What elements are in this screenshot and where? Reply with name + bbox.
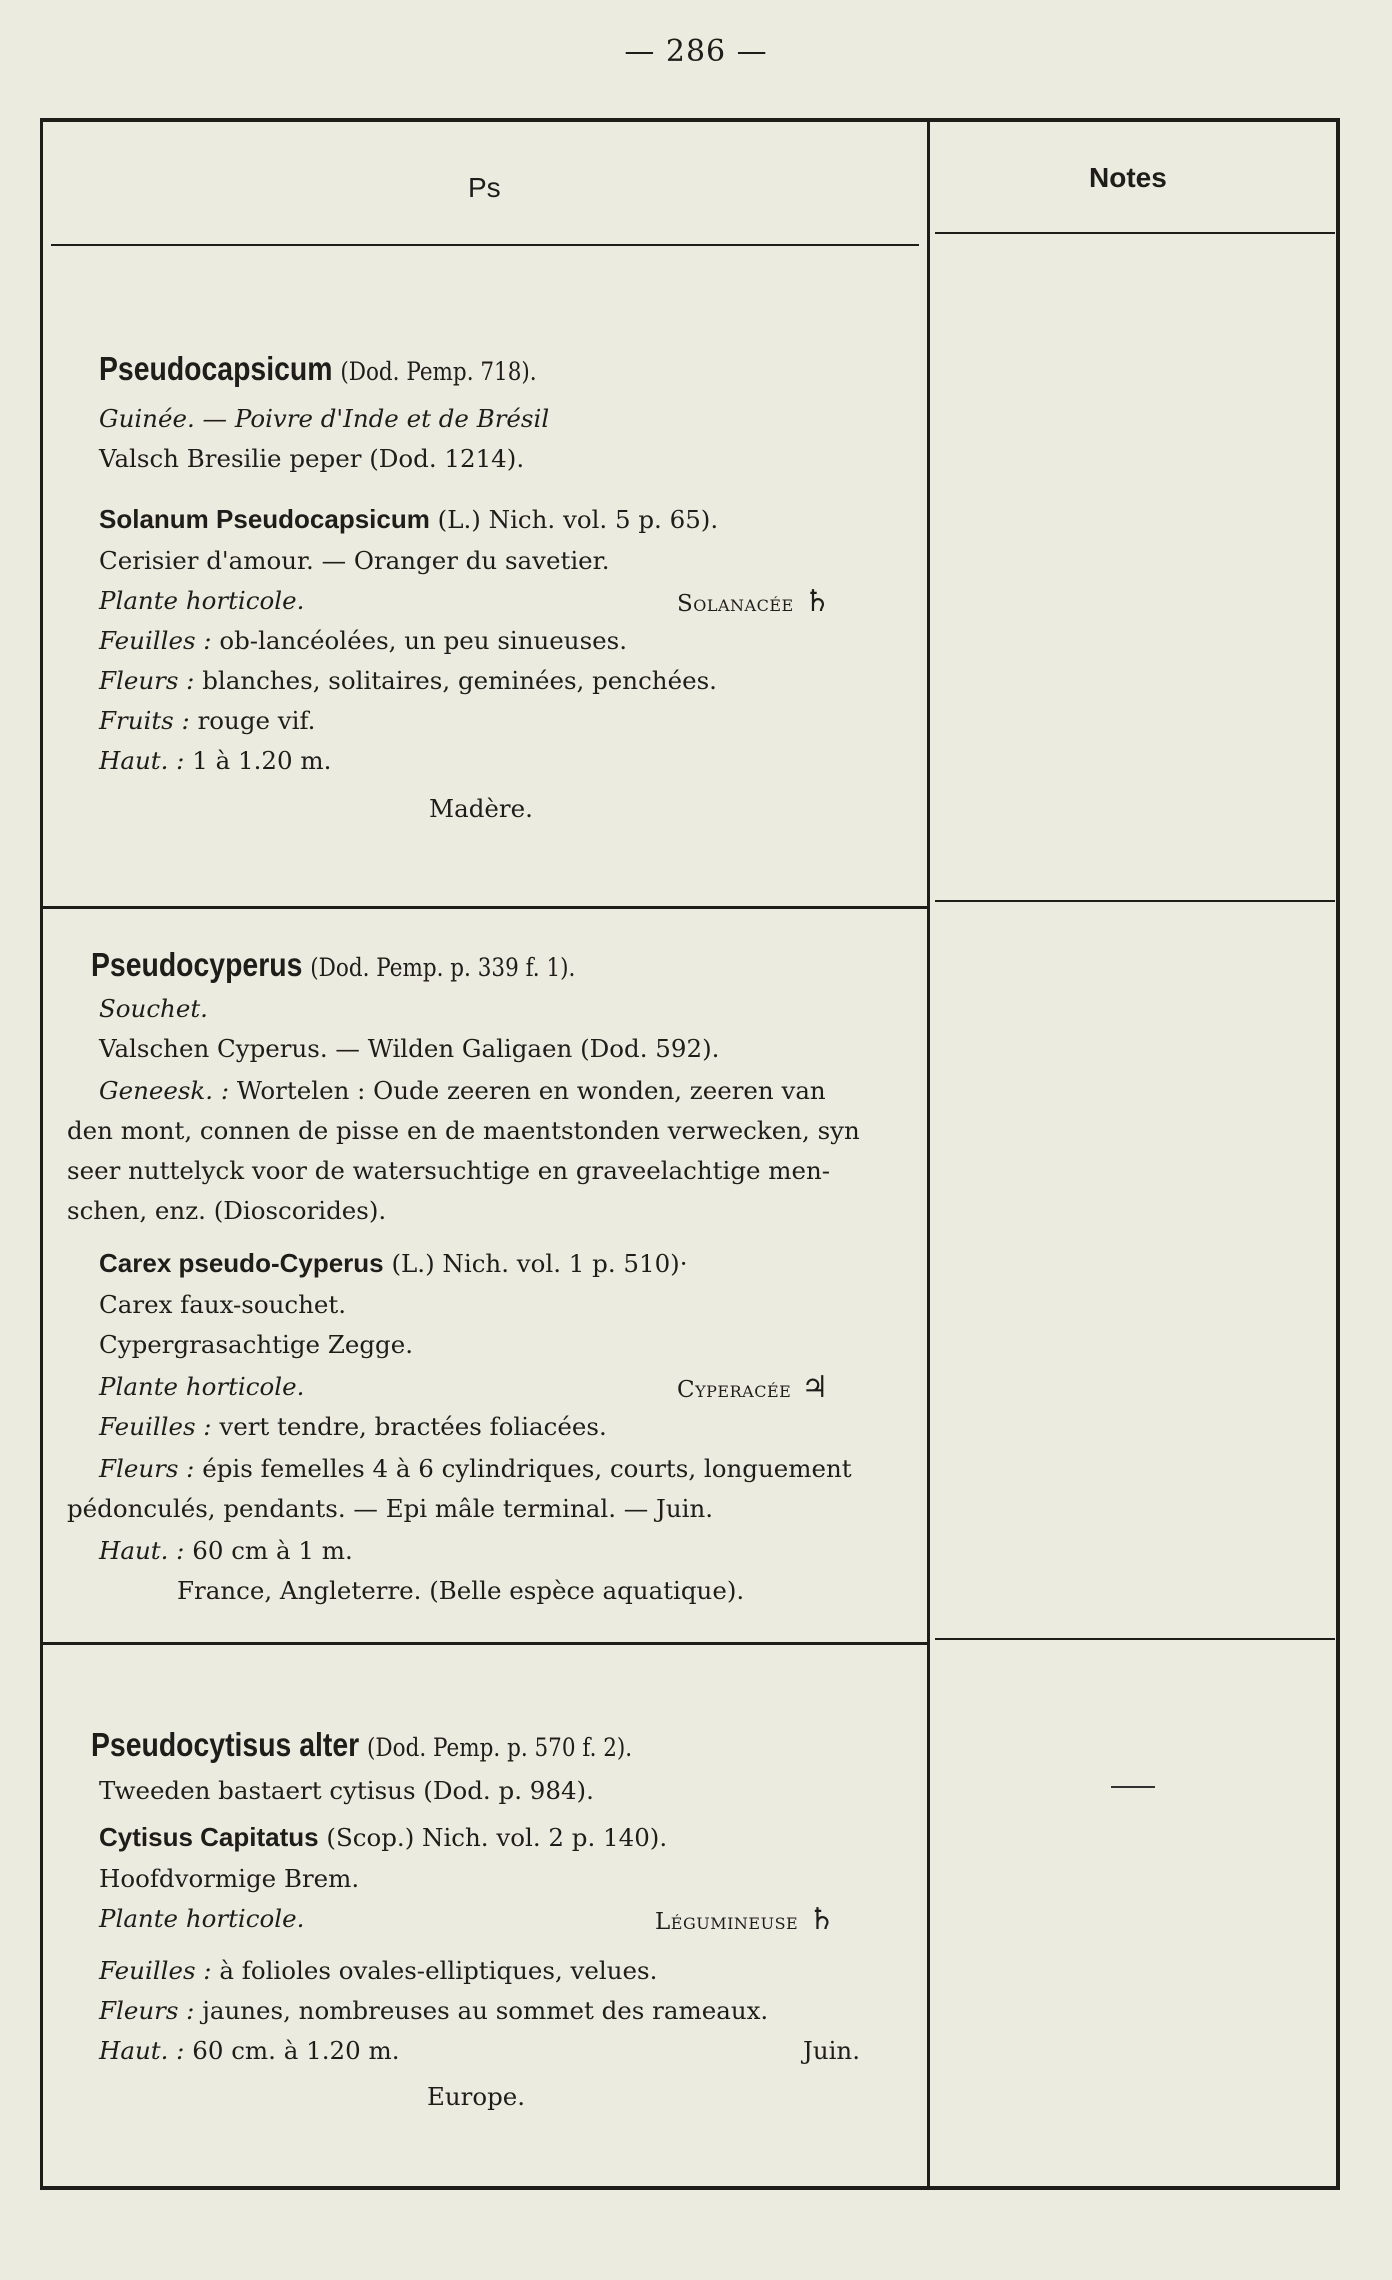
entry-separator xyxy=(43,1642,927,1645)
entry-line: Carex faux-souchet. xyxy=(99,1290,347,1319)
geneesk-line: den mont, connen de pisse en de maentstonden verwecken, syn xyxy=(67,1116,860,1145)
entry-line: Souchet. xyxy=(99,994,208,1023)
geneesk-line: schen, enz. (Dioscorides). xyxy=(67,1196,387,1225)
origin-line: Madère. xyxy=(429,794,533,823)
haut-line: Haut. : 60 cm. à 1.20 m. xyxy=(99,2036,400,2065)
feuilles-line: Feuilles : vert tendre, bractées foliacées. xyxy=(99,1412,607,1441)
synonym-line: Carex pseudo-Cyperus (L.) Nich. vol. 1 p. 510)· xyxy=(99,1248,688,1278)
entry-line: Valsch Bresilie peper (Dod. 1214). xyxy=(99,444,525,473)
origin-line: France, Angleterre. (Belle espèce aquatique). xyxy=(177,1576,745,1605)
origin-line: Europe. xyxy=(427,2082,526,2111)
column-header-ps: Ps xyxy=(468,172,501,203)
family-label: Solanacée ♄ xyxy=(677,584,831,619)
entry-line: Valschen Cyperus. — Wilden Galigaen (Dod. 592). xyxy=(99,1034,720,1063)
fleurs-line: Fleurs : épis femelles 4 à 6 cylindriques, courts, longuement xyxy=(99,1454,852,1483)
header-rule-right xyxy=(935,232,1335,234)
entry-line: Guinée. — Poivre d'Inde et de Brésil xyxy=(99,404,550,433)
haut-line: Haut. : 1 à 1.20 m. xyxy=(99,746,332,775)
entry-line: Cerisier d'amour. — Oranger du savetier. xyxy=(99,546,610,575)
column-header-notes: Notes xyxy=(1089,162,1167,193)
synonym-line: Cytisus Capitatus (Scop.) Nich. vol. 2 p. 140). xyxy=(99,1822,668,1852)
entry-separator xyxy=(43,906,927,909)
page-number: — 286 — xyxy=(624,34,768,69)
feuilles-line: Feuilles : ob-lancéolées, un peu sinueuses. xyxy=(99,626,628,655)
fleurs-line: Fleurs : jaunes, nombreuses au sommet des rameaux. xyxy=(99,1996,769,2025)
feuilles-line: Feuilles : à folioles ovales-elliptiques, velues. xyxy=(99,1956,658,1985)
entry-line: Tweeden bastaert cytisus (Dod. p. 984). xyxy=(99,1776,594,1805)
family-label: Cyperacée ♃ xyxy=(677,1370,829,1405)
table-frame xyxy=(40,118,1340,2190)
notes-separator xyxy=(935,1638,1335,1640)
header-rule-left xyxy=(51,244,919,246)
notes-dash-mark xyxy=(1111,1786,1155,1788)
column-divider xyxy=(927,122,930,2186)
notes-separator xyxy=(935,900,1335,902)
entry-line: Hoofdvormige Brem. xyxy=(99,1864,360,1893)
geneesk-line: Geneesk. : Wortelen : Oude zeeren en wonden, zeeren van xyxy=(99,1076,826,1105)
geneesk-line: seer nuttelyck voor de watersuchtige en graveelachtige men- xyxy=(67,1156,831,1185)
fleurs-line: Fleurs : blanches, solitaires, geminées, penchées. xyxy=(99,666,717,695)
entry-heading: Pseudocapsicum (Dod. Pemp. 718). xyxy=(99,350,537,387)
entry-heading: Pseudocyperus (Dod. Pemp. p. 339 f. 1). xyxy=(91,946,576,983)
fleurs-line: pédonculés, pendants. — Epi mâle terminal. — Juin. xyxy=(67,1494,714,1523)
month-label: Juin. xyxy=(803,2036,861,2065)
plante-line: Plante horticole. xyxy=(99,586,305,615)
family-label: Légumineuse ♄ xyxy=(655,1902,836,1937)
plante-line: Plante horticole. xyxy=(99,1904,305,1933)
synonym-line: Solanum Pseudocapsicum (L.) Nich. vol. 5 p. 65). xyxy=(99,504,719,534)
entry-line: Cypergrasachtige Zegge. xyxy=(99,1330,413,1359)
fruits-line: Fruits : rouge vif. xyxy=(99,706,316,735)
plante-line: Plante horticole. xyxy=(99,1372,305,1401)
haut-line: Haut. : 60 cm à 1 m. xyxy=(99,1536,353,1565)
entry-heading: Pseudocytisus alter (Dod. Pemp. p. 570 f. 2). xyxy=(91,1726,633,1763)
